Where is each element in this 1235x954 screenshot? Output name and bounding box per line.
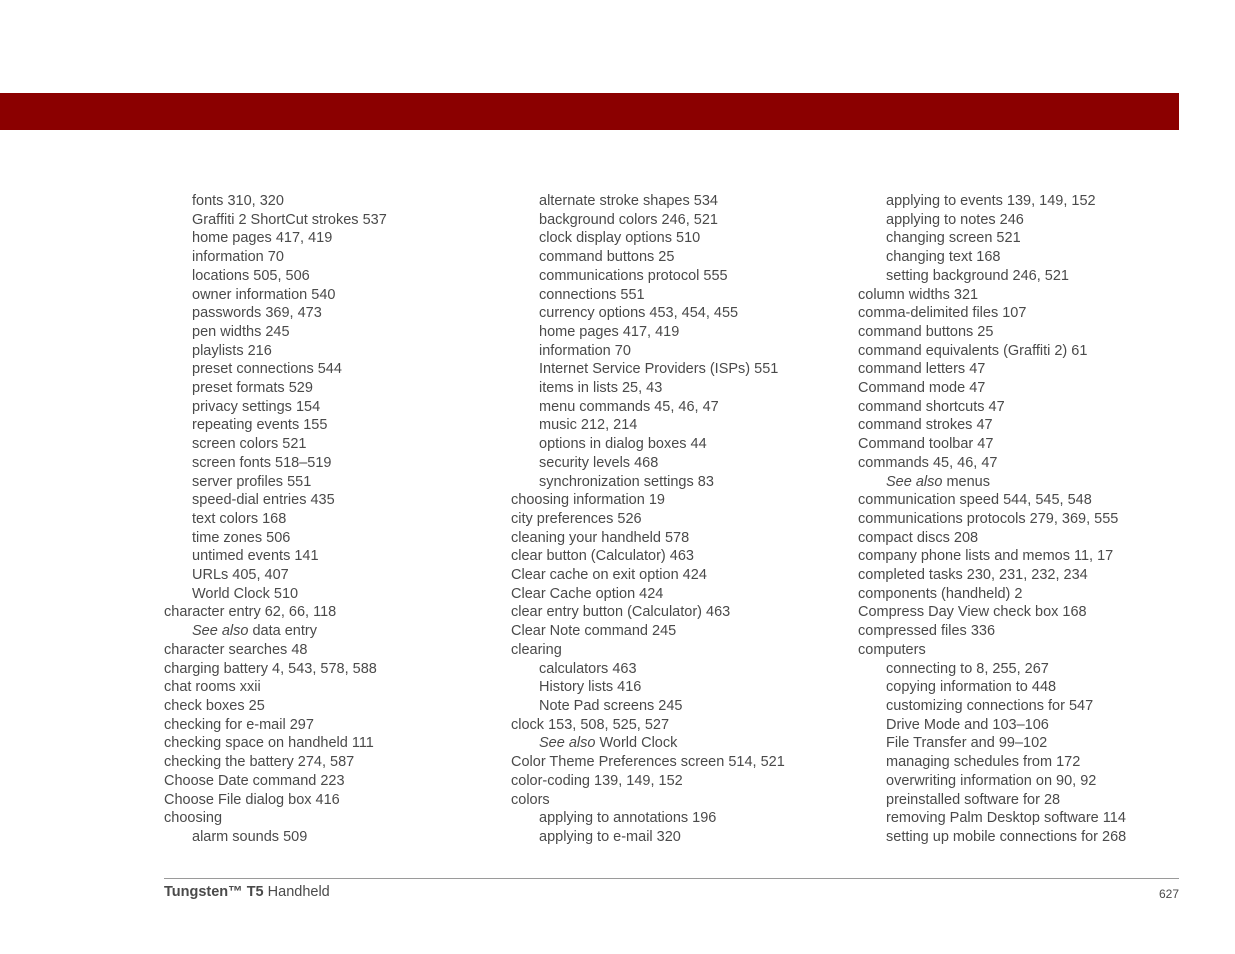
index-subentry [858,772,1198,791]
entry-text: menus [942,473,990,490]
entry-text: URLs 405, 407 [192,567,289,584]
index-entry [858,416,1198,435]
entry-text: copying information to 448 [886,679,1057,696]
index-subentry [858,809,1198,828]
entry-text: background colors 246, 521 [539,211,718,228]
entry-text: items in lists 25, 43 [539,380,663,397]
index-subentry [164,435,504,454]
index-subentry [164,491,504,510]
entry-text: commands 45, 46, 47 [858,454,998,471]
index-subentry [164,547,504,566]
entry-text: Color Theme Preferences screen 514, 521 [511,754,785,771]
entry-text: preinstalled software for 28 [886,791,1061,808]
see-also-label: See also [192,623,249,640]
index-entry [858,379,1198,398]
entry-text: Graffiti 2 ShortCut strokes 537 [192,211,387,228]
index-subentry [164,566,504,585]
entry-text: Choose Date command 223 [164,772,345,789]
index-subentry [858,192,1198,211]
entry-text: changing text 168 [886,249,1001,266]
entry-text: passwords 369, 473 [192,305,322,322]
entry-text: character entry 62, 66, 118 [164,604,337,621]
entry-text: Command toolbar 47 [858,436,994,453]
entry-text: fonts 310, 320 [192,193,284,209]
entry-text: preset formats 529 [192,380,313,397]
entry-text: Clear Cache option 424 [511,585,664,602]
entry-text: Command mode 47 [858,380,986,397]
index-entry [164,603,504,622]
index-entry [511,716,851,735]
entry-text: customizing connections for 547 [886,697,1094,714]
entry-text: connections 551 [539,286,645,303]
entry-text: chat rooms xxii [164,679,261,696]
index-entry [511,566,851,585]
entry-text: checking for e-mail 297 [164,716,314,733]
entry-text: company phone lists and memos 11, 17 [858,548,1114,565]
entry-text: clear button (Calculator) 463 [511,548,694,565]
index-entry [164,809,504,828]
entry-text: command equivalents (Graffiti 2) 61 [858,342,1088,359]
index-entry [858,510,1198,529]
index-entry [858,323,1198,342]
entry-text: applying to annotations 196 [539,810,717,827]
entry-text: comma-delimited files 107 [858,305,1027,322]
header-bar [0,93,1179,130]
entry-text: pen widths 245 [192,323,290,340]
footer-title [164,884,330,900]
index-subentry [858,791,1198,810]
index-subentry [164,529,504,548]
index-subentry [164,360,504,379]
entry-text: owner information 540 [192,286,336,303]
index-subentry [164,379,504,398]
index-subentry [511,286,851,305]
index-subentry [164,211,504,230]
index-entry [164,641,504,660]
entry-text: privacy settings 154 [192,398,321,415]
index-subentry [511,323,851,342]
index-entry [511,529,851,548]
entry-text: choosing [164,810,223,827]
index-subentry [858,716,1198,735]
index-entry [164,678,504,697]
entry-text: character searches 48 [164,641,308,658]
entry-text: setting up mobile connections for 268 [886,828,1127,845]
index-subentry [164,342,504,361]
entry-text: city preferences 526 [511,510,642,527]
index-subentry [164,473,504,492]
index-subentry [511,360,851,379]
index-entry [511,547,851,566]
index-subentry [511,192,851,211]
index-entry [511,622,851,641]
index-subentry [511,435,851,454]
index-subentry [858,267,1198,286]
index-subentry [511,454,851,473]
entry-text: synchronization settings 83 [539,473,714,490]
entry-text: locations 505, 506 [192,267,310,284]
index-subentry [164,828,504,847]
index-subentry [858,753,1198,772]
entry-text: computers [858,641,926,658]
index-column-1 [164,192,504,847]
index-subentry [164,585,504,604]
index-entry [164,772,504,791]
entry-text: command buttons 25 [858,323,994,340]
entry-text: Internet Service Providers (ISPs) 551 [539,361,779,378]
entry-text: screen colors 521 [192,436,307,453]
index-subentry [164,229,504,248]
entry-text: Compress Day View check box 168 [858,604,1087,621]
index-entry [858,585,1198,604]
entry-text: menu commands 45, 46, 47 [539,398,719,415]
entry-text: changing screen 521 [886,230,1021,247]
index-subentry [511,416,851,435]
entry-text: connecting to 8, 255, 267 [886,660,1049,677]
index-entry [511,641,851,660]
index-subentry [858,229,1198,248]
index-entry [858,286,1198,305]
entry-text: clock 153, 508, 525, 527 [511,716,670,733]
product-name: Tungsten™ T5 [164,884,264,900]
index-subentry [511,734,851,753]
entry-text: History lists 416 [539,679,642,696]
index-subentry [858,211,1198,230]
entry-text: repeating events 155 [192,417,328,434]
index-entry [858,547,1198,566]
see-also-label: See also [539,735,596,752]
entry-text: alarm sounds 509 [192,828,308,845]
index-entry [164,716,504,735]
index-subentry [858,697,1198,716]
entry-text: options in dialog boxes 44 [539,436,707,453]
entry-text: command letters 47 [858,361,986,378]
entry-text: compact discs 208 [858,529,979,546]
entry-text: music 212, 214 [539,417,638,434]
index-subentry [858,678,1198,697]
index-column-3 [858,192,1198,847]
see-also-label: See also [886,473,943,490]
index-entry [858,435,1198,454]
entry-text: security levels 468 [539,454,659,471]
entry-text: choosing information 19 [511,492,665,509]
index-subentry [511,809,851,828]
entry-text: information 70 [539,342,631,359]
index-subentry [164,454,504,473]
product-suffix: Handheld [263,884,330,900]
entry-text: colors [511,791,550,808]
index-entry [164,734,504,753]
entry-text: World Clock [595,735,678,752]
entry-text: clearing [511,641,562,658]
index-entry [511,753,851,772]
entry-text: components (handheld) 2 [858,585,1023,602]
footer-rule [164,878,1179,879]
index-subentry [164,622,504,641]
index-subentry [511,267,851,286]
entry-text: untimed events 141 [192,548,319,565]
entry-text: communication speed 544, 545, 548 [858,492,1092,509]
entry-text: check boxes 25 [164,697,265,714]
entry-text: information 70 [192,249,284,266]
entry-text: World Clock 510 [192,585,299,602]
index-subentry [511,229,851,248]
entry-text: currency options 453, 454, 455 [539,305,739,322]
entry-text: calculators 463 [539,660,637,677]
entry-text: communications protocol 555 [539,267,728,284]
index-subentry [164,398,504,417]
entry-text: checking the battery 274, 587 [164,754,355,771]
index-subentry [164,510,504,529]
index-subentry [511,660,851,679]
index-entry [164,791,504,810]
entry-text: removing Palm Desktop software 114 [886,810,1126,827]
index-subentry [511,248,851,267]
entry-text: home pages 417, 419 [192,230,333,247]
index-entry [858,360,1198,379]
index-subentry [164,323,504,342]
index-entry [858,398,1198,417]
index-subentry [511,379,851,398]
index-subentry [511,678,851,697]
index-entry [858,342,1198,361]
index-entry [164,660,504,679]
entry-text: Clear Note command 245 [511,623,677,640]
entry-text: text colors 168 [192,510,287,527]
entry-text: Clear cache on exit option 424 [511,567,707,584]
index-subentry [858,734,1198,753]
entry-text: applying to notes 246 [886,211,1024,228]
entry-text: Drive Mode and 103–106 [886,716,1049,733]
index-entry [858,304,1198,323]
index-subentry [858,660,1198,679]
entry-text: overwriting information on 90, 92 [886,772,1097,789]
index-subentry [164,416,504,435]
entry-text: completed tasks 230, 231, 232, 234 [858,567,1088,584]
index-entry [858,491,1198,510]
index-entry [164,753,504,772]
index-subentry [858,248,1198,267]
entry-text: time zones 506 [192,529,291,546]
index-entry [858,603,1198,622]
index-entry [511,772,851,791]
index-subentry [511,398,851,417]
index-subentry [858,828,1198,847]
entry-text: Note Pad screens 245 [539,697,683,714]
index-subentry [511,304,851,323]
index-column-2 [511,192,851,847]
index-subentry [511,211,851,230]
entry-text: clear entry button (Calculator) 463 [511,604,731,621]
entry-text: command strokes 47 [858,417,993,434]
entry-text: cleaning your handheld 578 [511,529,690,546]
entry-text: applying to e-mail 320 [539,828,681,845]
entry-text: color-coding 139, 149, 152 [511,772,683,789]
entry-text: data entry [248,623,317,640]
entry-text: alternate stroke shapes 534 [539,193,718,209]
page-number: 627 [1158,887,1179,901]
entry-text: server profiles 551 [192,473,312,490]
index-entry [511,510,851,529]
entry-text: column widths 321 [858,286,979,303]
entry-text: Choose File dialog box 416 [164,791,340,808]
index-subentry [164,286,504,305]
entry-text: command buttons 25 [539,249,675,266]
index-entry [858,566,1198,585]
entry-text: compressed files 336 [858,623,996,640]
entry-text: communications protocols 279, 369, 555 [858,510,1119,527]
entry-text: File Transfer and 99–102 [886,735,1048,752]
index-subentry [164,248,504,267]
entry-text: home pages 417, 419 [539,323,680,340]
entry-text: managing schedules from 172 [886,754,1081,771]
index-entry [511,585,851,604]
index-entry [511,603,851,622]
index-entry [858,529,1198,548]
index-entry [511,491,851,510]
index-subentry [511,342,851,361]
index-entry [164,697,504,716]
index-subentry [858,473,1198,492]
index-entry [858,641,1198,660]
index-subentry [164,267,504,286]
index-subentry [511,697,851,716]
index-entry [858,454,1198,473]
entry-text: checking space on handheld 111 [164,735,374,752]
index-entry [511,791,851,810]
index-subentry [511,473,851,492]
index-subentry [164,192,504,211]
entry-text: setting background 246, 521 [886,267,1069,284]
index-entry [858,622,1198,641]
entry-text: clock display options 510 [539,230,701,247]
entry-text: preset connections 544 [192,361,342,378]
entry-text: charging battery 4, 543, 578, 588 [164,660,377,677]
entry-text: command shortcuts 47 [858,398,1005,415]
entry-text: playlists 216 [192,342,272,359]
index-subentry [511,828,851,847]
entry-text: screen fonts 518–519 [192,454,332,471]
entry-text: speed-dial entries 435 [192,492,335,509]
index-subentry [164,304,504,323]
entry-text: applying to events 139, 149, 152 [886,193,1096,209]
